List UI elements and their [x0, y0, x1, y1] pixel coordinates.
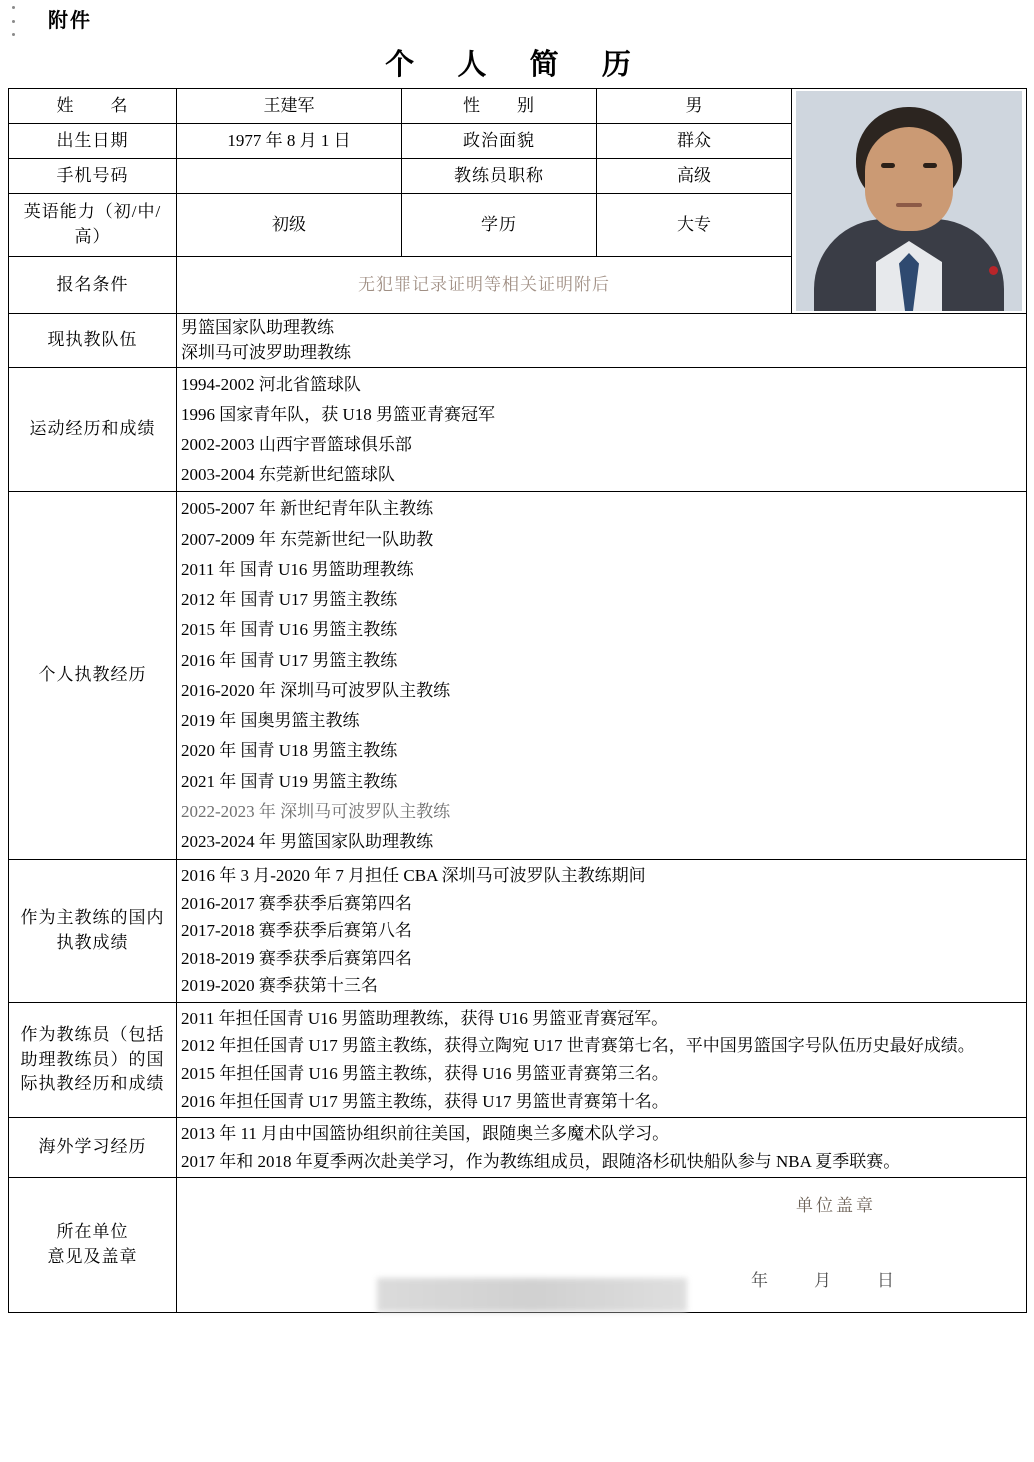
gender-value: 男 [597, 89, 792, 124]
english-label: 英语能力（初/中/高） [9, 194, 177, 257]
text-line: 2016-2017 赛季获季后赛第四名 [181, 893, 412, 913]
text-line: 2003-2004 东莞新世纪篮球队 [181, 464, 395, 484]
text-line: 2023-2024 年 男篮国家队助理教练 [181, 832, 434, 852]
name-label: 姓 名 [9, 89, 177, 124]
text-line: 2017-2018 赛季获季后赛第八名 [181, 921, 412, 941]
text-line: 2013 年 11 月由中国篮协组织前往美国，跟随奥兰多魔术队学习。 [181, 1124, 670, 1144]
international-results-label: 作为教练员（包括助理教练员）的国际执教经历和成绩 [9, 1002, 177, 1117]
coach-title-label: 教练员职称 [402, 159, 597, 194]
text-line: 2022-2023 年 深圳马可波罗队主教练 [181, 801, 451, 821]
text-line: 2015 年 国青 U16 男篮主教练 [181, 620, 398, 640]
date-year: 年 [751, 1271, 770, 1291]
text-line: 2012 年担任国青 U17 男篮主教练，获得立陶宛 U17 世青赛第七名，平中国男篮国字号队伍历史最好成绩。 [181, 1036, 975, 1056]
date-day: 日 [877, 1271, 896, 1291]
overseas-study-label: 海外学习经历 [9, 1118, 177, 1178]
text-line: 2002-2003 山西宇晋篮球俱乐部 [181, 434, 412, 454]
gender-label: 性 别 [402, 89, 597, 124]
political-value: 群众 [597, 124, 792, 159]
coach-history-value [177, 492, 1027, 860]
apply-label: 报名条件 [9, 257, 177, 314]
birth-value: 1977 年 8 月 1 日 [177, 124, 402, 159]
table-row [9, 1118, 1027, 1178]
phone-label: 手机号码 [9, 159, 177, 194]
unit-opinion-value [177, 1178, 1027, 1313]
text-line: 2021 年 国青 U19 男篮主教练 [181, 771, 398, 791]
signature-date [729, 1269, 918, 1294]
text-line: 1994-2002 河北省篮球队 [181, 375, 361, 395]
overseas-study-value [177, 1118, 1027, 1178]
athlete-history-label: 运动经历和成绩 [9, 368, 177, 492]
applicant-photo [796, 91, 1022, 311]
text-line: 2007-2009 年 东莞新世纪一队助教 [181, 529, 434, 549]
text-line: 2019 年 国奥男篮主教练 [181, 711, 360, 731]
text-line: 2018-2019 赛季获季后赛第四名 [181, 948, 412, 968]
text-line: 2020 年 国青 U18 男篮主教练 [181, 741, 398, 761]
apply-value: 无犯罪记录证明等相关证明附后 [177, 257, 792, 314]
text-line: 2019-2020 赛季获第十三名 [181, 976, 378, 996]
text-line: 2016-2020 年 深圳马可波罗队主教练 [181, 680, 451, 700]
text-line: 男篮国家队助理教练 [181, 318, 334, 337]
photo-cell [792, 89, 1027, 314]
text-line: 2017 年和 2018 年夏季两次赴美学习，作为教练组成员，跟随洛杉矶快船队参与 NBA 夏季联赛。 [181, 1151, 901, 1171]
text-line: 2015 年担任国青 U16 男篮主教练，获得 U16 男篮亚青赛第三名。 [181, 1064, 669, 1083]
drag-handle-dots [10, 6, 16, 36]
date-month: 月 [814, 1271, 833, 1291]
unit-opinion-label [9, 1178, 177, 1313]
current-team-value [177, 314, 1027, 368]
text-line: 深圳马可波罗助理教练 [181, 342, 351, 362]
text-line: 意见及盖章 [47, 1247, 138, 1267]
text-line: 2005-2007 年 新世纪青年队主教练 [181, 499, 434, 519]
table-row [9, 314, 1027, 368]
text-line: 2012 年 国青 U17 男篮主教练 [181, 590, 398, 610]
redacted-area [377, 1278, 687, 1312]
birth-label: 出生日期 [9, 124, 177, 159]
education-value: 大专 [597, 194, 792, 257]
text-line: 2011 年 国青 U16 男篮助理教练 [181, 559, 414, 579]
table-row [9, 860, 1027, 1003]
international-results-value [177, 1002, 1027, 1117]
table-row [9, 89, 1027, 124]
official-stamp-text: 单位盖章 [796, 1196, 876, 1216]
page-title: 个 人 简 历 [385, 49, 649, 81]
education-label: 学历 [402, 194, 597, 257]
text-line: 1996 国家青年队，获 U18 男篮亚青赛冠军 [181, 405, 496, 425]
athlete-history-value [177, 368, 1027, 492]
political-label: 政治面貌 [402, 124, 597, 159]
table-row [9, 1002, 1027, 1117]
text-line: 2016 年 3 月-2020 年 7 月担任 CBA 深圳马可波罗队主教练期间 [181, 866, 646, 886]
table-row [9, 492, 1027, 860]
name-value: 王建军 [177, 89, 402, 124]
coach-history-label: 个人执教经历 [9, 492, 177, 860]
english-value: 初级 [177, 194, 402, 257]
coach-title-value: 高级 [597, 159, 792, 194]
phone-value [177, 159, 402, 194]
text-line: 所在单位 [56, 1222, 129, 1242]
text-line: 2011 年担任国青 U16 男篮助理教练，获得 U16 男篮亚青赛冠军。 [181, 1008, 669, 1028]
domestic-results-label: 作为主教练的国内执教成绩 [9, 860, 177, 1003]
text-line: 2016 年担任国青 U17 男篮主教练，获得 U17 男篮世青赛第十名。 [181, 1091, 669, 1111]
domestic-results-value [177, 860, 1027, 1003]
table-row [9, 1178, 1027, 1313]
attachment-label: 附件 [48, 10, 92, 32]
resume-table [8, 88, 1027, 1313]
current-team-label: 现执教队伍 [9, 314, 177, 368]
text-line: 2016 年 国青 U17 男篮主教练 [181, 650, 398, 670]
table-row [9, 368, 1027, 492]
